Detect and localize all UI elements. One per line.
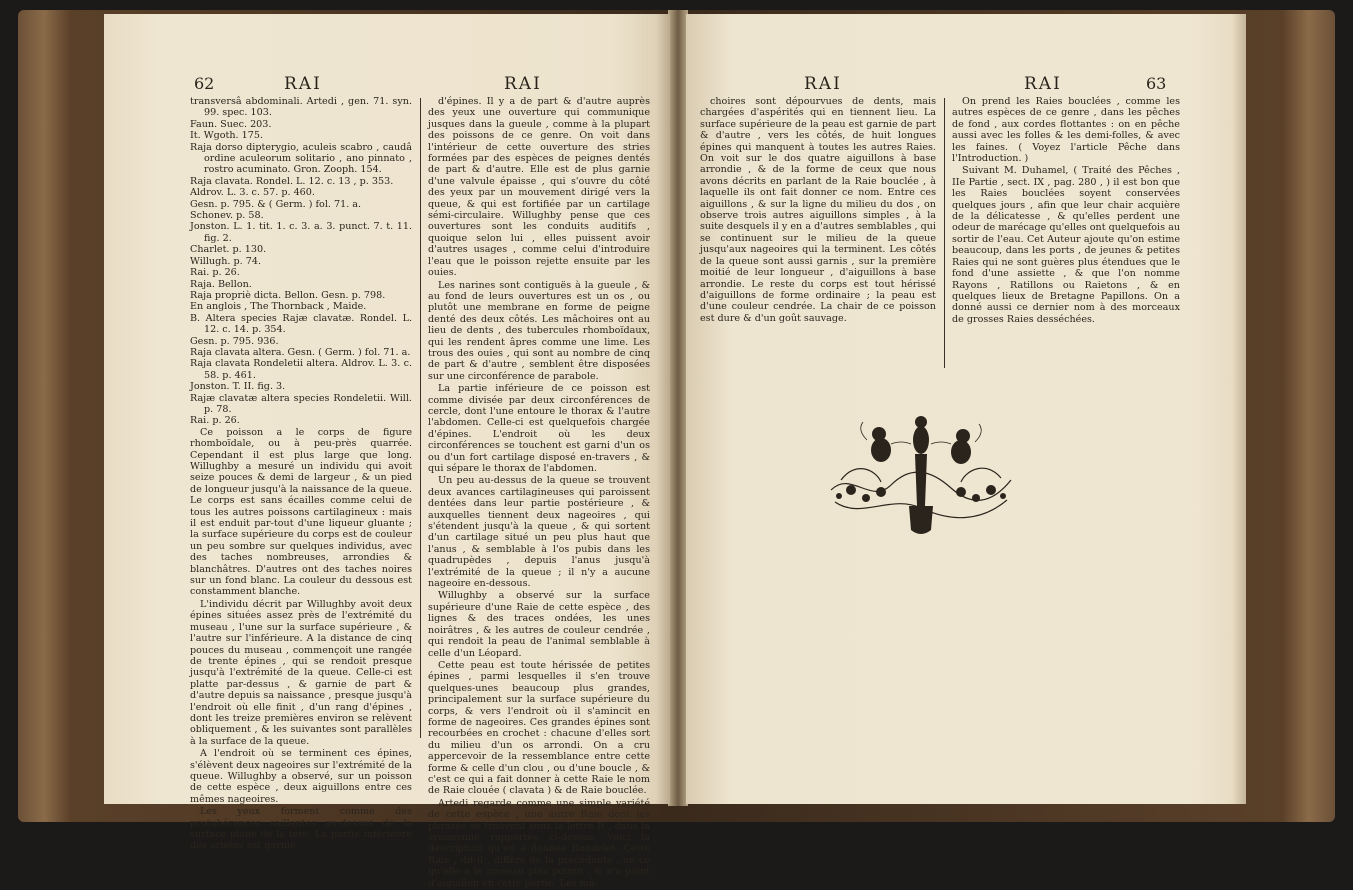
synonymy-reference: It. Wgoth. 175. bbox=[190, 130, 264, 142]
paragraph: Artedi regarde comme une simple variété de cette espèce , une autre Raie dont les phrases se trouvent sous la lettre B , dans la synonymie rapportée ci-dessus. Voici la description qu'en a donnée Rondelet. Cette Raie , dit-il , diffère de la précédente , en ce qu'elle a le museau plus pointu , & n'a point d'aiguillon en cette partie. Les mâ- bbox=[428, 797, 650, 889]
paragraph: Un peu au-dessus de la queue se trouvent deux avances cartilagineuses qui paroissent dentées dans leur partie postérieure , & auxquelles tiennent deux nageoires , qui s'étendent jusqu'à la queue , & qui sortent d'un cartilage situé un peu plus haut que l'anus , & semblable à l'os pubis dans les quadrupèdes , depuis l'anus jusqu'à l'extrémité de la queue ; il n'y a aucune nageoire en-dessous. bbox=[428, 475, 650, 590]
synonymy-reference: Aldrov. L. 3. c. 57. p. 460. bbox=[190, 187, 315, 199]
paragraph: Willughby a observé sur la surface supérieure d'une Raie de cette espèce , des lignes & des traces ondées, les unes noirâtres , & les autres de couleur cendrée , qui rendoit la peau de l'animal semblable à celle d'un Léopard. bbox=[428, 590, 650, 659]
paragraph: Cette peau est toute hérissée de petites épines , parmi lesquelles il s'en trouve quelques-unes beaucoup plus grandes, principalement sur la surface supérieure du corps, & vers l'endroit où il s'amincit en forme de nageoires. Ces grandes épines sont recourbées en crochet : chacune d'elles sort du milieu d'un os arrondi. On a cru appercevoir de la ressemblance entre cette forme & celle d'un clou , ou d'une boucle , & c'est ce qui a fait donner à cette Raie le nom de Raie clouée ( clavata ) & de Raie bouclée. bbox=[428, 659, 650, 797]
column-rule bbox=[420, 98, 421, 738]
synonymy-reference: Raja clavata. Rondel. L. 12. c. 13 , p. 353. bbox=[190, 175, 394, 187]
paragraph: choires sont dépourvues de dents, mais chargées d'aspérités qui en tiennent lieu. La surface supérieure de la peau est garnie de part & d'autre , vers les côtés, de huit longues épines qui manquent à toutes les autres Raies. On voit sur le dos quatre aiguillons à base arrondie , & de la forme de ceux que nous avons décrits en parlant de la Raie bouclée , à laquelle ils ont fait donner ce nom. Entre ces aiguillons , & sur la ligne du milieu du dos , on observe trois autres aiguillons simples , à la suite desquels il y en a d'autres semblables , qui se continuent sur le milieu de la queue jusqu'aux nageoires qui la terminent. Les côtés de la queue sont aussi garnis , sur la première moitié de leur longueur , d'aiguillons à base arrondie. Le reste du corps est tout hérissé d'aiguillons de forme ordinaire ; la peau est d'une couleur cendrée. La chair de ce poisson est dure & d'un goût sauvage. bbox=[700, 96, 936, 324]
synonymy-reference: Raja clavata altera. Gesn. ( Germ. ) fol. 71. a. bbox=[190, 346, 411, 358]
text-column-2 bbox=[428, 96, 650, 890]
page-number: 63 bbox=[1146, 74, 1167, 93]
running-head: RAI bbox=[1024, 74, 1062, 94]
page-shadow bbox=[1232, 14, 1246, 804]
synonymy-reference: Gesn. p. 795. 936. bbox=[190, 335, 279, 347]
paragraph: Les yeux forment comme des protubérances saillantes au-dessus de la surface plane de la tête. La partie inférieure des orbites est garnie bbox=[190, 806, 412, 852]
right-page bbox=[686, 14, 1246, 804]
running-head: RAI bbox=[804, 74, 842, 94]
synonymy-reference: Jonston. L. 1. tit. 1. c. 3. a. 3. punct. 7. t. 11. fig. 2. bbox=[190, 221, 412, 244]
paragraph: La partie inférieure de ce poisson est comme divisée par deux circonférences de cercle, dont l'une entoure le thorax & l'autre l'abdomen. Celle-ci est quelquefois chargée d'épines. L'endroit où les deux circonférences se touchent est garni d'un os ou d'un fort cartilage disposé en-travers , & qui sépare le thorax de l'abdomen. bbox=[428, 383, 650, 474]
synonymy-reference: B. Altera species Rajæ clavatæ. Rondel. L. 12. c. 14. p. 354. bbox=[190, 312, 412, 336]
synonymy-reference: Schonev. p. 58. bbox=[190, 210, 264, 222]
synonymy-reference: Rajæ clavatæ altera species Rondeletii. Will. p. 78. bbox=[190, 392, 412, 415]
synonymy-reference: Faun. Suec. 203. bbox=[190, 118, 272, 130]
synonymy-reference: Gesn. p. 795. & ( Germ. ) fol. 71. a. bbox=[190, 198, 362, 210]
paragraph: L'individu décrit par Willughby avoit deux épines situées assez près de l'extrémité du museau , l'une sur la surface supérieure , & l'autre sur l'inférieure. A la distance de cinq pouces du museau , commençoit une rangée de trente épines , qui se rendoit presque jusqu'à l'extrémité de la queue. Celle-ci est platte par-dessus , & garnie de part & d'autre depuis sa naissance , presque jusqu'à l'endroit où elle finit , d'un rang d'épines , dont les treize premières environ se relèvent obliquement , & les suivantes sont parallèles à la surface de la queue. bbox=[190, 598, 412, 747]
paragraph: Les narines sont contiguës à la gueule , & au fond de leurs ouvertures est un os , ou plutôt une membrane en forme de peigne denté des deux côtés. Les mâchoires ont au lieu de dents , des tubercules rhomboïdaux, qui les rendent âpres comme une lime. Les trous des ouies , qui sont au nombre de cinq de part & d'autre , semblent être disposées sur une circonférence de parabole. bbox=[428, 279, 650, 382]
synonymy-reference: Jonston. T. II. fig. 3. bbox=[190, 381, 286, 393]
page-shadow bbox=[656, 14, 670, 804]
cherubs-garland-ornament bbox=[821, 410, 1021, 544]
synonymy-reference: Rai. p. 26. bbox=[190, 415, 240, 427]
page-number: 62 bbox=[194, 74, 215, 93]
synonymy-reference: transversâ abdominali. Artedi , gen. 71. syn. 99. spec. 103. bbox=[190, 96, 412, 119]
running-head: RAI bbox=[504, 74, 542, 94]
synonymy-reference: En anglois , The Thornback , Maide. bbox=[190, 301, 367, 313]
paragraph: Suivant M. Duhamel, ( Traité des Pêches , IIe Partie , sect. IX , pag. 280 , ) il est bon que les Raies bouclées soyent conservées quelques jours , afin que leur chair acquière de la délicatesse , & qu'elles perdent une odeur de marécage qu'elles ont quelquefois au sortir de l'eau. Cet Auteur ajoute qu'on estime beaucoup, dans les ports , de jeunes & petites Raies qui ne sont guères plus étendues que le fond d'une assiette , & que l'on nomme Rayons , Ratillons ou Raietons , & en quelques lieux de Bretagne Papillons. On a donné aussi ce dernier nom à des morceaux de grosses Raies desséchées. bbox=[952, 165, 1180, 325]
synonymy-reference: Rai. p. 26. bbox=[190, 267, 240, 279]
paragraph: On prend les Raies bouclées , comme les autres espèces de ce genre , dans les pêches de fond , aux cordes flottantes : on en pêche aussi avec les folles & les demi-folles, & avec les faines. ( Voyez l'article Pêche dans l'Introduction. ) bbox=[952, 96, 1180, 165]
synonymy-reference: Raja dorso dipterygio, aculeis scabro , caudâ ordine aculeorum solitario , ano pinnato , rostro acuminato. Gron. Zooph. 154. bbox=[190, 141, 412, 176]
synonymy-reference: Willugh. p. 74. bbox=[190, 255, 261, 267]
paragraph: Ce poisson a le corps de figure rhomboïdale, ou à peu-près quarrée. Cependant il est plus large que long. Willughby a mesuré un individu qui avoit seize pouces & demi de largeur , & un pied de longueur jusqu'à la naissance de la queue. Le corps est sans écailles comme celui de tous les autres poissons cartilagineux : mais il est enduit par-tout d'une liqueur gluante ; la surface supérieure du corps est de couleur un peu sombre sur quelques individus, avec des taches nombreuses, arrondies & blanchâtres. D'autres ont des taches noires sur un fond blanc. La couleur du dessous est constamment blanche. bbox=[190, 426, 412, 598]
synonymy-reference: Raja. Bellon. bbox=[190, 278, 252, 290]
synonymy-reference: Raja clavata Rondeletii altera. Aldrov. L. 3. c. 58. p. 461. bbox=[190, 358, 412, 381]
text-column-1 bbox=[700, 96, 936, 325]
text-column-2 bbox=[952, 96, 1180, 326]
left-page bbox=[104, 14, 670, 889]
book-gutter bbox=[668, 10, 688, 806]
paragraph: A l'endroit où se terminent ces épines, s'élèvent deux nageoires sur l'extrémité de la queue. Willughby a observé, sur un poisson de cette espèce , deux aiguillons entre ces mêmes nageoires. bbox=[190, 748, 412, 805]
running-head: RAI bbox=[284, 74, 322, 94]
text-column-1 bbox=[190, 96, 412, 853]
synonymy-reference: Raja propriè dicta. Bellon. Gesn. p. 798. bbox=[190, 289, 386, 301]
column-rule bbox=[944, 98, 945, 368]
paragraph: d'épines. Il y a de part & d'autre auprès des yeux une ouverture qui communique jusques dans la gueule , comme à la plupart des poissons de ce genre. On voit dans l'intérieur de cette ouverture des stries formées par des espèces de peignes dentés de part & d'autre. Elle est de plus garnie d'une valvule épaisse , qui s'ouvre du côté des yeux par un mouvement dirigé vers la queue, & qui est fortifiée par un cartilage sémi-circulaire. Willughby pense que ces ouvertures sont les conduits auditifs , quoique selon lui , elles puissent avoir d'autres usages , comme celui d'introduire l'eau que le poisson rejette ensuite par les ouies. bbox=[428, 96, 650, 279]
synonymy-reference: Charlet. p. 130. bbox=[190, 244, 267, 256]
